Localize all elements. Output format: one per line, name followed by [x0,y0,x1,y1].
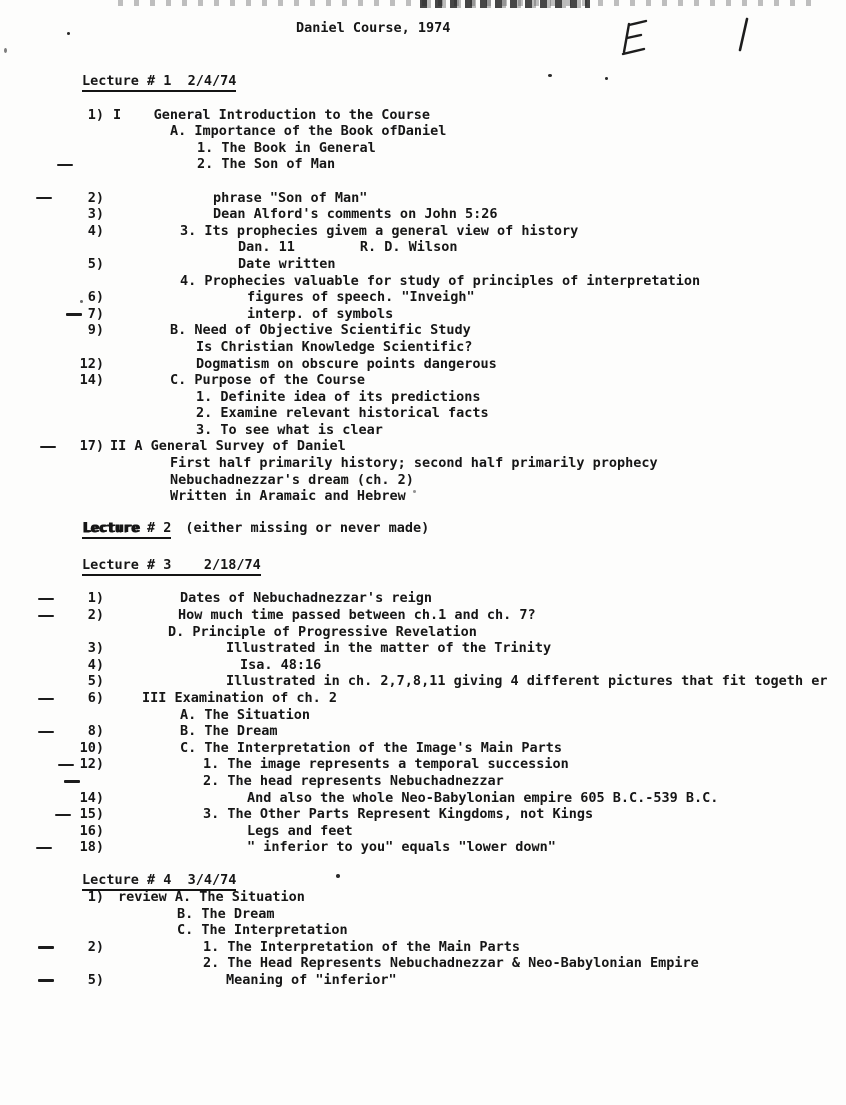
outline-text: A. The Situation [180,706,311,723]
outline-line [0,306,846,323]
margin-number: 1) [87,590,104,607]
outline-line [0,790,846,807]
margin-number: 7) [87,305,104,322]
outline-text: II A General Survey of Daniel [110,438,346,455]
outline-line [0,806,846,823]
outline-line [0,472,846,489]
lecture-heading [0,872,846,889]
blank-line [0,90,846,107]
outline-line [0,756,846,773]
margin-number: 1) [87,888,104,905]
outline-line [0,488,846,505]
lecture-section [0,872,846,989]
outline-text: 1. Definite idea of its predictions [196,388,481,405]
outline-text: Illustrated in the matter of the Trinity [226,640,552,657]
margin-number: 14) [79,372,104,389]
outline-line [0,823,846,840]
outline-text: Dogmatism on obscure points dangerous [196,355,497,372]
outline-line [0,673,846,690]
outline-line [0,156,846,173]
margin-number: 3) [87,640,104,657]
outline-line [0,590,846,607]
outline-text: C. Purpose of the Course [170,372,366,389]
outline-text: Dates of Nebuchadnezzar's reign [180,590,432,607]
outline-text: How much time passed between ch.1 and ch. 7? [178,607,536,624]
scan-speck [4,48,7,53]
scan-speck [67,32,70,35]
outline-text: Is Christian Knowledge Scientific? [196,338,473,355]
margin-number: 2) [87,938,104,955]
blank-line [0,574,846,591]
outline-line [0,190,846,207]
outline-line [0,657,846,674]
outline-text: Meaning of "inferior" [226,971,397,988]
overstruck-heading-word: Lecture [82,519,139,536]
outline-text: " inferior to you" equals "lower down" [247,839,556,856]
lecture-heading-text: Lecture # 1 2/4/74 [82,73,236,92]
lecture-heading-note: (either missing or never made) [185,519,430,536]
outline-text: 4. Prophecies valuable for study of principles of interpretation [180,272,701,289]
outline-text: 2. The head represents Nebuchadnezzar [203,772,504,789]
outline-text: III Examination of ch. 2 [142,690,338,706]
outline-line [0,339,846,356]
outline-line [0,955,846,972]
outline-text: B. The Dream [177,905,275,922]
margin-number: 3) [87,206,104,223]
outline-text: I General Introduction to the Course [113,106,430,123]
outline-line [0,889,846,906]
outline-text: Dan. 11 R. D. Wilson [238,239,458,256]
lecture-section [0,520,846,537]
outline-line [0,107,846,124]
outline-line [0,939,846,956]
outline-text: 2. The Head Represents Nebuchadnezzar & Neo-Babylonian Empire [203,955,699,972]
outline-text: Illustrated in ch. 2,7,8,11 giving 4 different pictures that fit togeth er [226,673,828,690]
outline-line [0,273,846,290]
outline-line [0,624,846,641]
outline-text: review A. The Situation [118,888,305,905]
outline-text: Dean Alford's comments on John 5:26 [213,206,498,223]
outline-text: C. The Interpretation [177,922,348,939]
outline-line [0,438,846,455]
lecture-section [0,73,846,505]
outline-text: 1. The image represents a temporal succession [203,756,569,773]
outline-text: And also the whole Neo-Babylonian empire 605 B.C.-539 B.C. [247,789,719,806]
outline-line [0,640,846,657]
outline-line [0,723,846,740]
outline-text: 1. The Book in General [197,139,376,156]
margin-number: 5) [87,255,104,272]
lecture-heading [0,520,846,537]
margin-number: 2) [87,607,104,624]
outline-line [0,455,846,472]
outline-line [0,206,846,223]
outline-text: B. Need of Objective Scientific Study [170,322,471,339]
outline-text: A. Importance of the Book ofDaniel [170,123,447,140]
outline-line [0,405,846,422]
margin-dash-mark [57,164,73,166]
outline-text: 3. The Other Parts Represent Kingdoms, not Kings [203,806,594,823]
outline-text: B. The Dream [180,723,278,740]
outline-text: Legs and feet [247,822,353,839]
margin-number: 17) [79,438,104,455]
outline-line [0,707,846,724]
lecture-outline [0,73,846,989]
margin-number: 5) [87,673,104,690]
margin-number: 15) [79,806,104,823]
lecture-heading-text: Lecture # 4 3/4/74 [82,872,236,891]
handwritten-letter-e-mark [620,18,650,62]
lecture-section [0,557,846,856]
outline-text: 3. To see what is clear [196,421,383,438]
outline-line [0,839,846,856]
outline-text: Written in Aramaic and Hebrew [170,488,406,505]
outline-text: First half primarily history; second half primarily prophecy [170,455,658,472]
outline-line [0,140,846,157]
outline-text: 2. The Son of Man [197,156,336,173]
margin-number: 5) [87,971,104,988]
outline-text: C. The Interpretation of the Image's Main Parts [180,739,563,756]
outline-line [0,372,846,389]
margin-number: 10) [79,739,104,756]
outline-text: phrase "Son of Man" [213,189,368,206]
lecture-heading [0,73,846,90]
margin-dash-mark [64,780,80,782]
handwritten-number-1-mark [734,16,752,56]
outline-line [0,289,846,306]
margin-number: 9) [87,322,104,339]
margin-number: 6) [87,690,104,706]
margin-number: 14) [79,789,104,806]
outline-line [0,773,846,790]
lecture-heading [0,557,846,574]
outline-line [0,322,846,339]
lecture-heading-text: Lecture # 2 [82,520,171,539]
outline-text: 3. Its prophecies givem a general view of history [180,222,579,239]
outline-line [0,607,846,624]
margin-number: 1) [87,106,104,123]
outline-line [0,389,846,406]
outline-line [0,422,846,439]
lecture-heading-text: Lecture # 3 2/18/74 [82,557,261,576]
margin-number: 18) [79,839,104,856]
outline-line [0,906,846,923]
margin-number: 2) [87,189,104,206]
outline-line [0,972,846,989]
outline-line [0,123,846,140]
outline-line [0,922,846,939]
outline-line [0,690,846,707]
outline-text: Date written [238,255,336,272]
outline-line [0,223,846,240]
outline-text: interp. of symbols [247,305,394,322]
outline-line [0,740,846,757]
margin-number: 16) [79,822,104,839]
margin-number: 6) [87,289,104,306]
outline-line [0,256,846,273]
outline-line [0,239,846,256]
outline-text: 1. The Interpretation of the Main Parts [203,938,520,955]
margin-number: 4) [87,222,104,239]
margin-number: 8) [87,723,104,740]
outline-text: 2. Examine relevant historical facts [196,405,489,422]
document-title: Daniel Course, 1974 [296,20,451,36]
outline-text: Nebuchadnezzar's dream (ch. 2) [170,471,414,488]
outline-text: figures of speech. "Inveigh" [247,289,475,306]
blank-line [0,173,846,190]
outline-line [0,356,846,373]
margin-number: 12) [79,355,104,372]
margin-number: 4) [87,656,104,673]
scan-artifact-top-dark-cluster [420,0,590,8]
outline-text: Isa. 48:16 [240,656,322,673]
outline-text: D. Principle of Progressive Revelation [168,623,477,640]
margin-number: 12) [79,756,104,773]
